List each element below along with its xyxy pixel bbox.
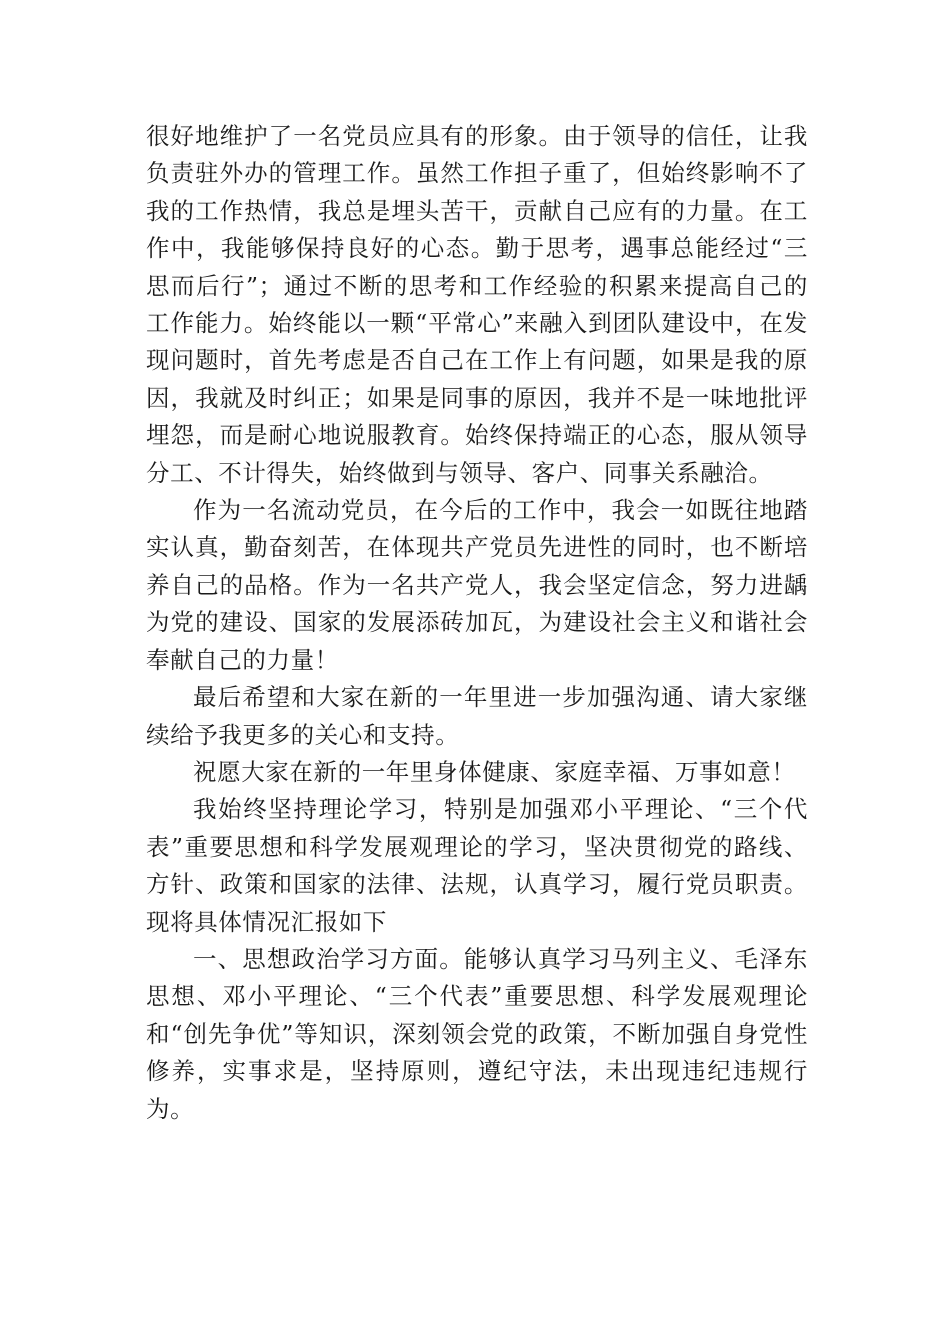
- paragraph-5: 我始终坚持理论学习，特别是加强邓小平理论、“三个代表”重要思想和科学发展观理论的学习，坚决贯彻党的路线、方针、政策和国家的法律、法规，认真学习，履行党员职责。现将具体情况汇报如下: [146, 795, 808, 936]
- paragraph-6: 一、思想政治学习方面。能够认真学习马列主义、毛泽东思想、邓小平理论、“三个代表”重要思想、科学发展观理论和“创先争优”等知识，深刻领会党的政策，不断加强自身党性修养，实事求是，坚持原则，遵纪守法，未出现违纪违规行为。: [146, 944, 808, 1123]
- document-body: [146, 118, 808, 1128]
- paragraph-2: 作为一名流动党员，在今后的工作中，我会一如既往地踏实认真，勤奋刻苦，在体现共产党员先进性的同时，也不断培养自己的品格。作为一名共产党人，我会坚定信念，努力进龋为党的建设、国家的发展添砖加瓦，为建设社会主义和谐社会奉献自己的力量！: [146, 496, 808, 674]
- paragraph-3: 最后希望和大家在新的一年里进一步加强沟通、请大家继续给予我更多的关心和支持。: [146, 683, 808, 749]
- paragraph-1: 很好地维护了一名党员应具有的形象。由于领导的信任，让我负责驻外办的管理工作。虽然工作担子重了，但始终影响不了我的工作热情，我总是埋头苦干，贡献自己应有的力量。在工作中，我能够保持良好的心态。勤于思考，遇事总能经过“三思而后行”；通过不断的思考和工作经验的积累来提高自己的工作能力。始终能以一颗“平常心”来融入到团队建设中，在发现问题时，首先考虑是否自己在工作上有问题，如果是我的原因，我就及时纠正；如果是同事的原因，我并不是一味地批评埋怨，而是耐心地说服教育。始终保持端正的心态，服从领导分工、不计得失，始终做到与领导、客户、同事关系融洽。: [146, 122, 808, 487]
- paragraph-4: 祝愿大家在新的一年里身体健康、家庭幸福、万事如意！: [193, 757, 796, 786]
